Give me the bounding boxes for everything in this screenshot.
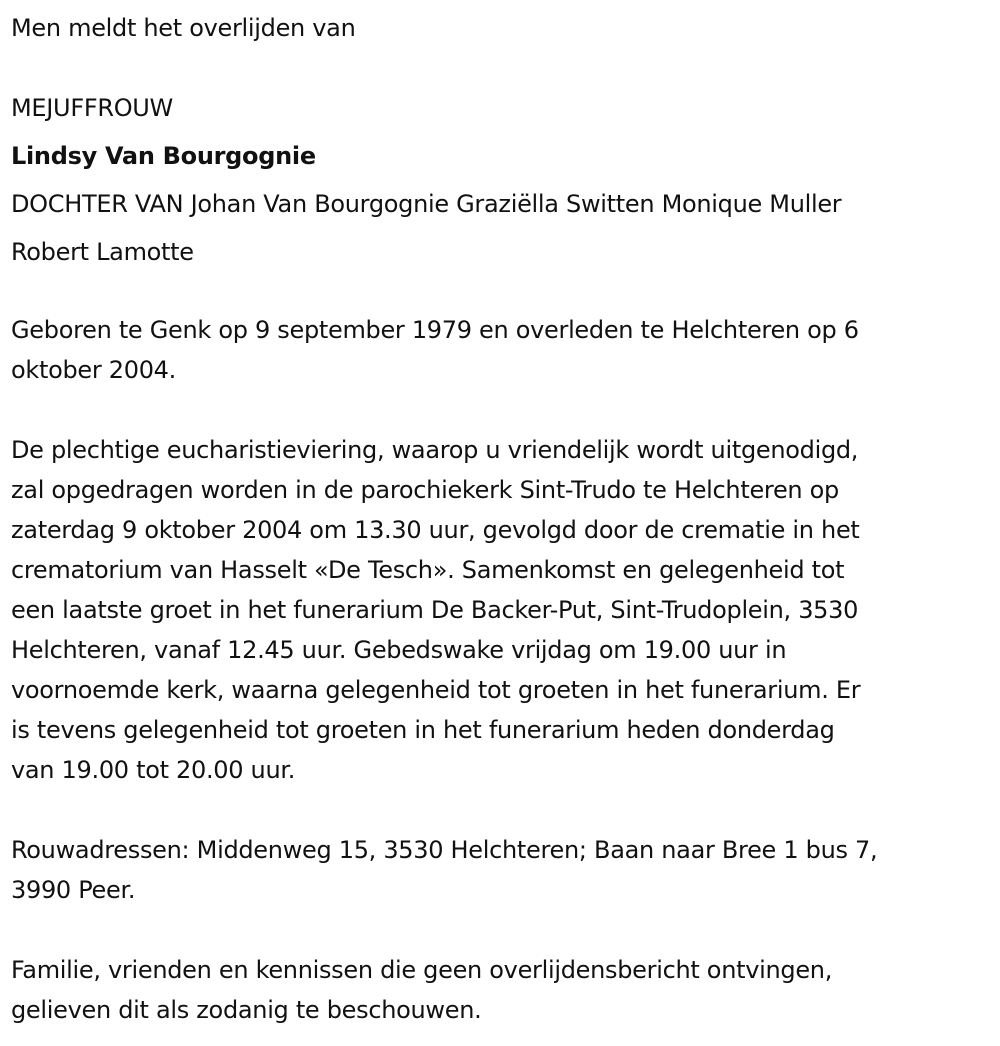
intro-text: Men meldt het overlijden van xyxy=(11,14,356,42)
honorific-title: MEJUFFROUW xyxy=(11,94,173,122)
spacer xyxy=(11,390,986,430)
spacer xyxy=(11,910,986,950)
closing-line-2: gelieven dit als zodanig te beschouwen. xyxy=(11,996,482,1024)
spacer xyxy=(11,52,986,84)
deceased-name: Lindsy Van Bourgognie xyxy=(11,142,316,170)
ceremony-line: is tevens gelegenheid tot groeten in het funerarium heden donderdag xyxy=(11,716,835,744)
ceremony-line: Helchteren, vanaf 12.45 uur. Gebedswake vrijdag om 19.00 uur in xyxy=(11,636,787,664)
obituary-document xyxy=(11,0,986,1030)
ceremony-line: een laatste groet in het funerarium De Backer-Put, Sint-Trudoplein, 3530 xyxy=(11,596,859,624)
ceremony-line: zal opgedragen worden in de parochiekerk Sint-Trudo te Helchteren op xyxy=(11,476,839,504)
ceremony-line: zaterdag 9 oktober 2004 om 13.30 uur, gevolgd door de crematie in het xyxy=(11,516,860,544)
addresses-line-1: Rouwadressen: Middenweg 15, 3530 Helchteren; Baan naar Bree 1 bus 7, xyxy=(11,836,878,864)
birth-death-line-1: Geboren te Genk op 9 september 1979 en overleden te Helchteren op 6 xyxy=(11,316,859,344)
closing-line-1: Familie, vrienden en kennissen die geen overlijdensbericht ontvingen, xyxy=(11,956,833,984)
birth-death-line-2: oktober 2004. xyxy=(11,356,176,384)
relation-line-2: Robert Lamotte xyxy=(11,238,194,266)
addresses-line-2: 3990 Peer. xyxy=(11,876,136,904)
spacer xyxy=(11,276,986,310)
ceremony-line: De plechtige eucharistieviering, waarop u vriendelijk wordt uitgenodigd, xyxy=(11,436,859,464)
ceremony-line: van 19.00 tot 20.00 uur. xyxy=(11,756,296,784)
ceremony-paragraph xyxy=(11,430,986,790)
ceremony-line: crematorium van Hasselt «De Tesch». Samenkomst en gelegenheid tot xyxy=(11,556,845,584)
ceremony-line: voornoemde kerk, waarna gelegenheid tot groeten in het funerarium. Er xyxy=(11,676,861,704)
relation-line-1: DOCHTER VAN Johan Van Bourgognie Graziëlla Switten Monique Muller xyxy=(11,190,842,218)
spacer xyxy=(11,790,986,830)
